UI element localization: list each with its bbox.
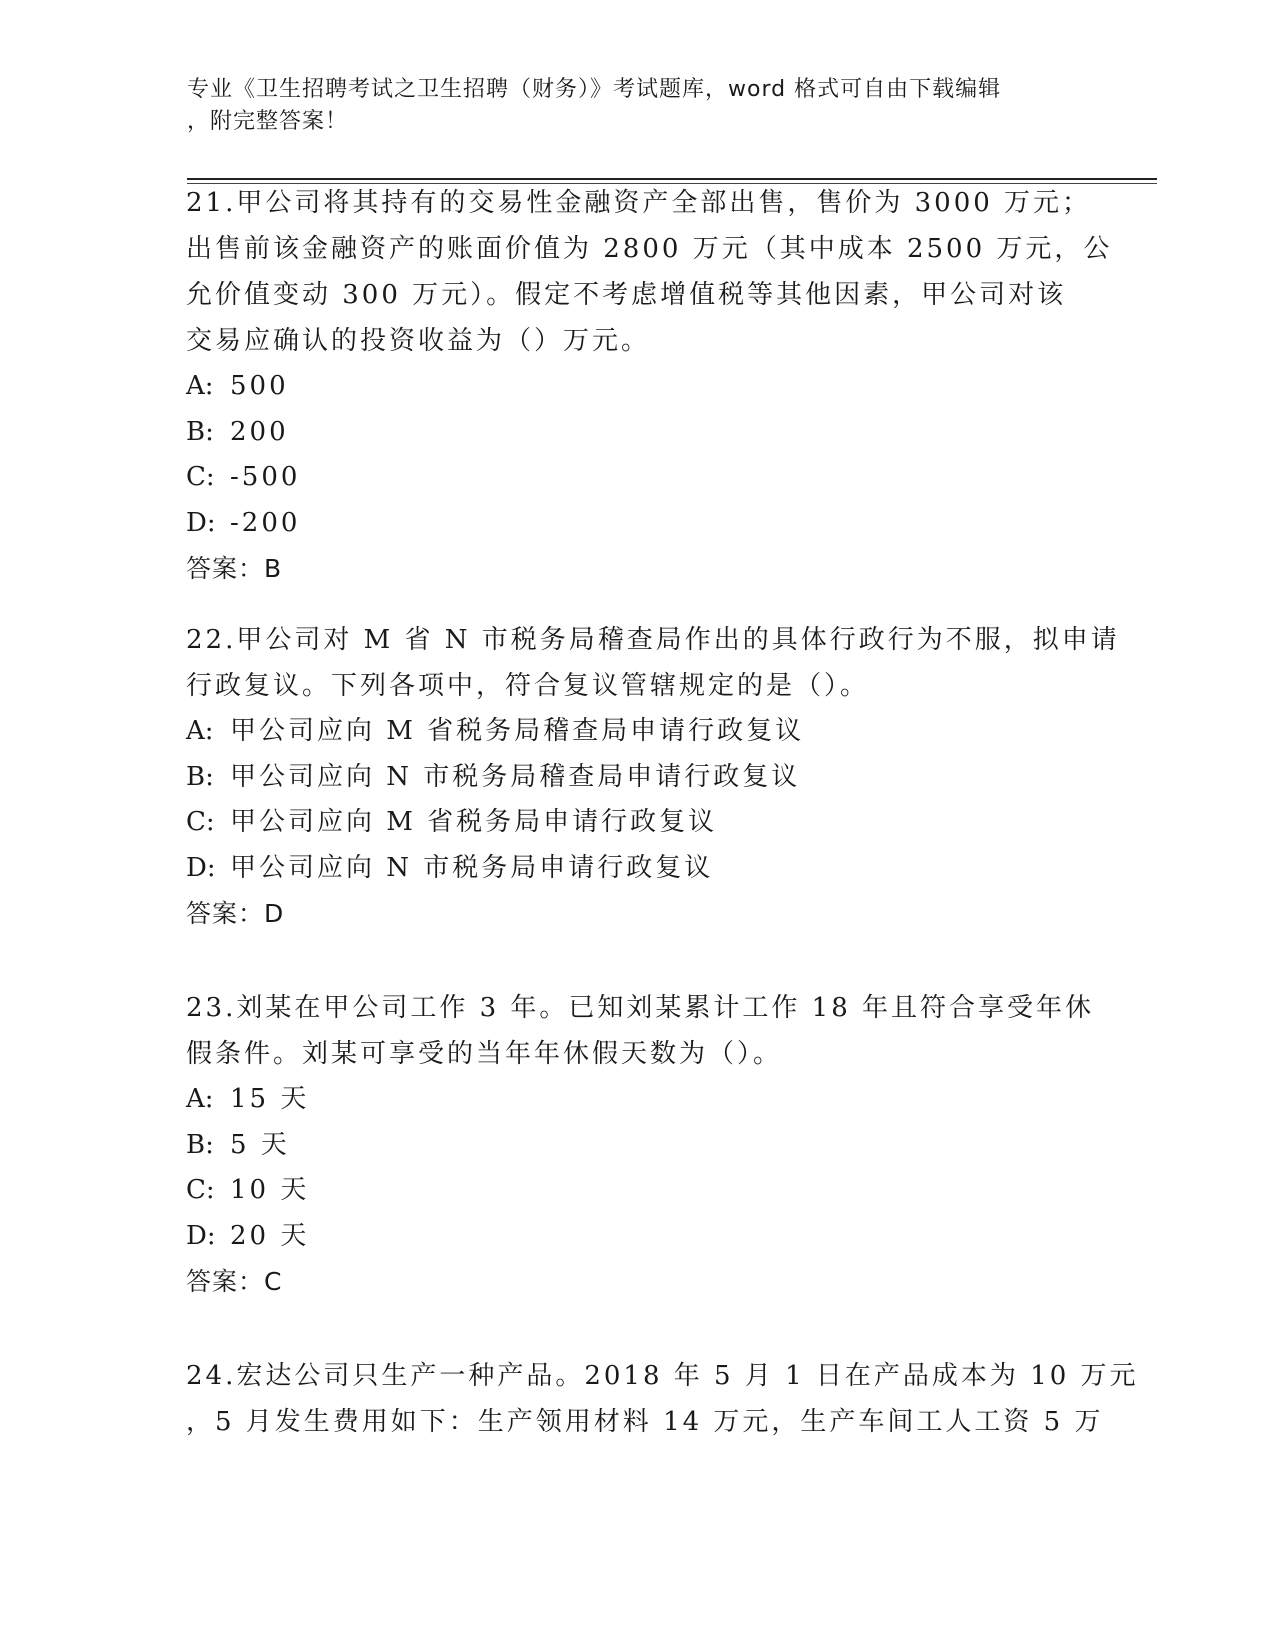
option-text: 20 天 xyxy=(230,1220,310,1251)
answer: 答案：C xyxy=(186,1267,283,1296)
answer: 答案：B xyxy=(186,554,283,583)
question-text-line: ，5 月发生费用如下：生产领用材料 14 万元，生产车间工人工资 5 万 xyxy=(186,1407,1104,1437)
option-letter: D: xyxy=(186,507,216,538)
option-d xyxy=(186,1214,1076,1260)
question-24 xyxy=(186,1353,1139,1445)
option-letter: C: xyxy=(186,807,215,837)
question-21 xyxy=(186,180,1113,592)
option-text: 15 天 xyxy=(230,1084,310,1114)
option-text: 500 xyxy=(230,371,289,401)
option-letter: D: xyxy=(186,852,216,883)
option-text: 甲公司应向 M 省税务局稽查局申请行政复议 xyxy=(230,716,805,746)
option-text: 甲公司应向 N 市税务局申请行政复议 xyxy=(230,852,714,883)
option-b xyxy=(186,755,1076,801)
option-letter: A: xyxy=(186,371,214,401)
answer: 答案：D xyxy=(186,899,285,928)
document-header xyxy=(187,74,1067,138)
option-d xyxy=(186,846,1076,892)
option-text: 甲公司应向 M 省税务局申请行政复议 xyxy=(230,807,718,837)
option-a xyxy=(186,1077,1076,1123)
option-c xyxy=(186,455,1076,501)
option-a xyxy=(186,709,1076,755)
question-text-line: 24.宏达公司只生产一种产品。2018 年 5 月 1 日在产品成本为 10 万元 xyxy=(186,1361,1139,1391)
question-text-line: 假条件。刘某可享受的当年年休假天数为（）。 xyxy=(186,1039,783,1069)
option-text: 10 天 xyxy=(230,1175,310,1205)
option-text: 200 xyxy=(230,416,289,447)
question-23 xyxy=(186,985,1095,1305)
question-22 xyxy=(186,617,1120,937)
header-line-1: 专业《卫生招聘考试之卫生招聘（财务）》考试题库，word 格式可自由下载编辑 xyxy=(187,77,1002,102)
option-a xyxy=(186,364,1076,410)
option-text: 5 天 xyxy=(230,1129,290,1160)
question-text-line: 21.甲公司将其持有的交易性金融资产全部出售，售价为 3000 万元； xyxy=(186,188,1092,218)
option-letter: A: xyxy=(186,716,214,746)
option-letter: B: xyxy=(186,1129,214,1160)
question-text-line: 行政复议。下列各项中，符合复议管辖规定的是（）。 xyxy=(186,671,870,701)
question-text-line: 允价值变动 300 万元）。假定不考虑增值税等其他因素，甲公司对该 xyxy=(186,280,1067,310)
option-letter: D: xyxy=(186,1220,216,1251)
option-c xyxy=(186,800,1076,846)
option-text: 甲公司应向 N 市税务局稽查局申请行政复议 xyxy=(230,761,801,792)
option-letter: B: xyxy=(186,761,214,792)
option-b xyxy=(186,1123,1076,1169)
question-text-line: 23.刘某在甲公司工作 3 年。已知刘某累计工作 18 年且符合享受年休 xyxy=(186,993,1095,1023)
question-text-line: 交易应确认的投资收益为（）万元。 xyxy=(186,326,651,356)
option-b xyxy=(186,410,1076,456)
option-text: -200 xyxy=(230,507,301,538)
option-letter: C: xyxy=(186,1175,215,1205)
question-text-line: 22.甲公司对 M 省 N 市税务局稽查局作出的具体行政行为不服，拟申请 xyxy=(186,625,1120,655)
option-c xyxy=(186,1168,1076,1214)
option-letter: A: xyxy=(186,1084,214,1114)
question-text-line: 出售前该金融资产的账面价值为 2800 万元（其中成本 2500 万元，公 xyxy=(186,234,1113,264)
option-text: -500 xyxy=(230,462,301,492)
option-letter: C: xyxy=(186,462,215,492)
option-d xyxy=(186,501,1076,547)
option-letter: B: xyxy=(186,416,214,447)
header-line-2: ，附完整答案！ xyxy=(187,109,349,134)
